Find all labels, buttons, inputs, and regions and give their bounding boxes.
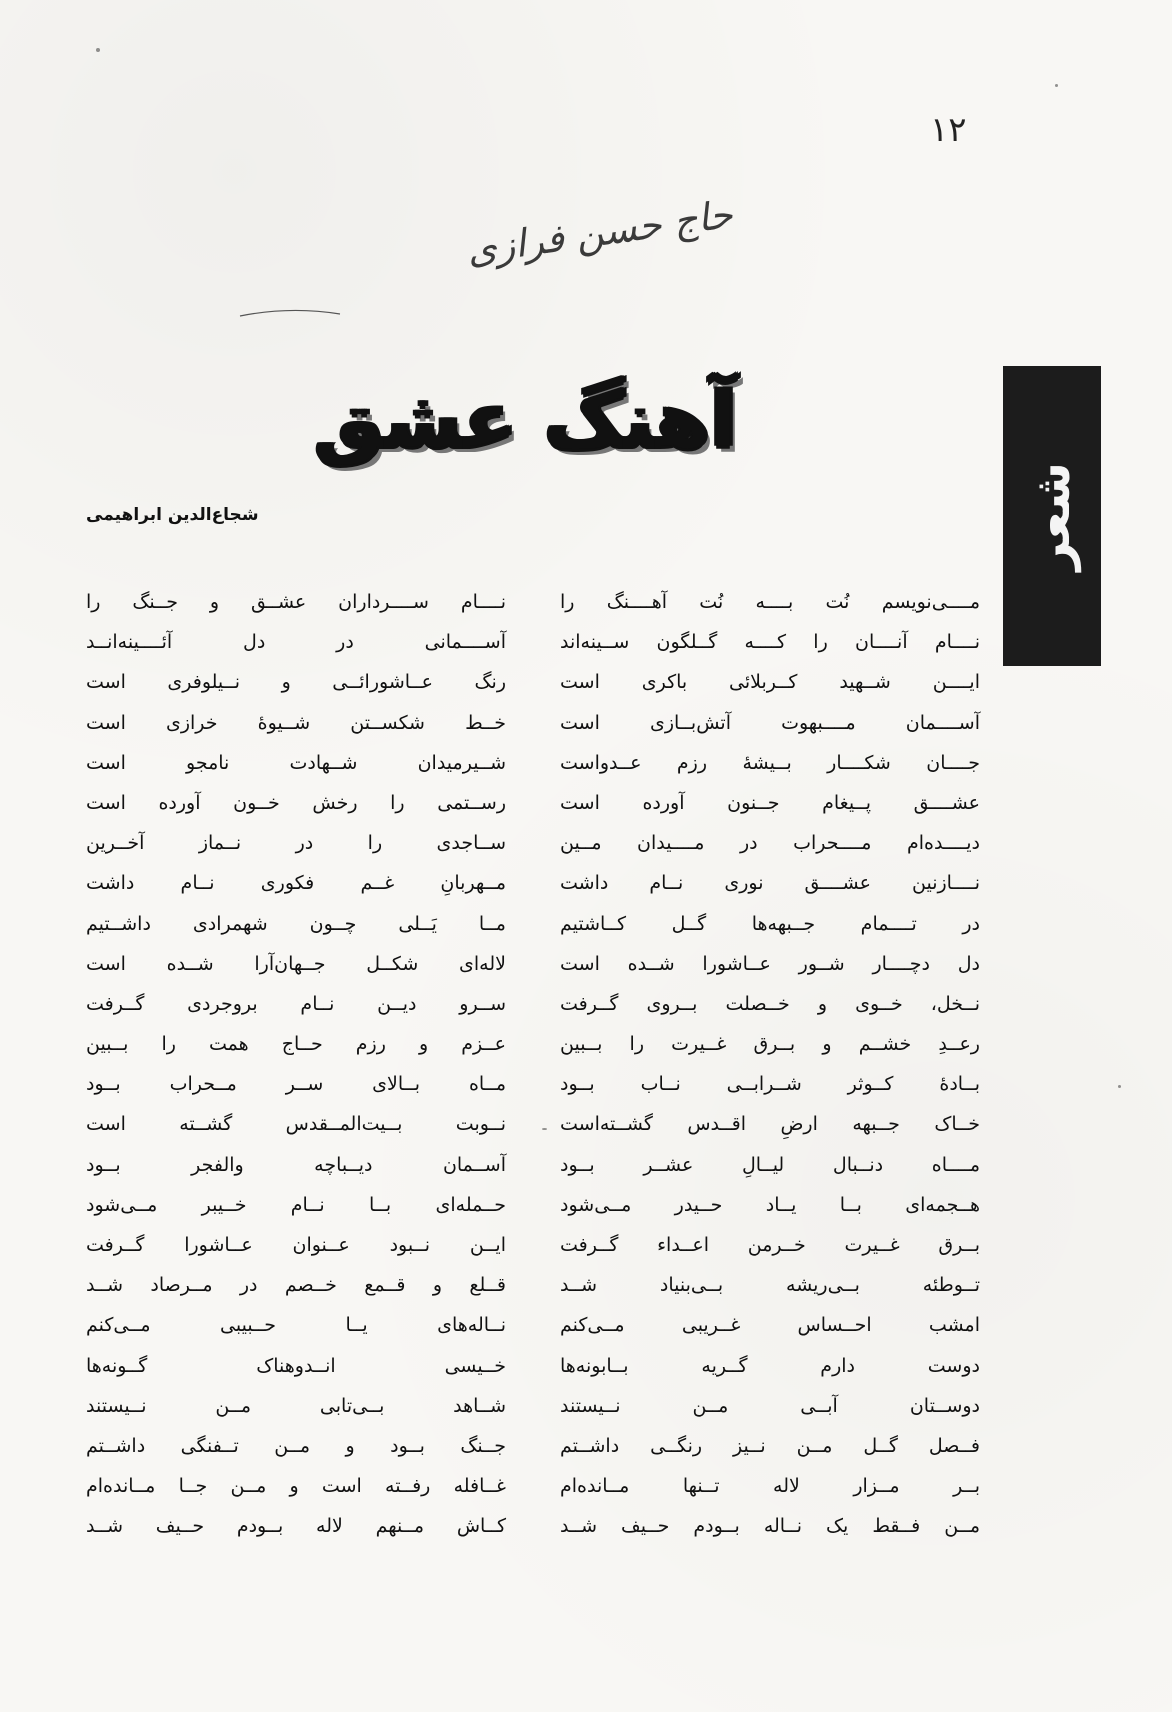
verse-line: مــا یَــلی چــون شهمرادی داشــتیم	[86, 912, 506, 935]
verse-line: دیــــده‌ام مــــحراب در مــــیدان مــین	[560, 832, 980, 855]
verse-line: کــاش مــنهم لاله بــودم حــیف شــد	[86, 1515, 506, 1538]
verse-line: آســــمانی در دل آئــــینه‌انــد	[86, 631, 506, 654]
verse-line: بــادهٔ کــوثر شــرابــی نــاب بــود	[560, 1073, 980, 1096]
verse-line: هــجمه‌ای بــا یــاد حــیدر مــی‌شود	[560, 1193, 980, 1216]
verse-line: بــر مــزار لاله تــنها مــانده‌ام	[560, 1475, 980, 1498]
verse-line: تــوطئه بــی‌ریشه بــی‌بنیاد شــد	[560, 1274, 980, 1297]
scan-speck	[1055, 84, 1058, 87]
verse-line: جــــان شکــــار بــیشهٔ رزم عــدواست	[560, 751, 980, 774]
verse-line: قــلع و قــمع خــصم در مــرصاد شــد	[86, 1274, 506, 1297]
verse-line: بــرق غــیرت خــرمن اعــداء گــرفت	[560, 1234, 980, 1256]
verse-line: ایــــن شــهید کــربلائی باکری است	[560, 671, 980, 694]
verse-line: مــاه بــالای ســر مــحراب بــود	[86, 1073, 506, 1096]
page-number: ۱۲	[930, 110, 967, 150]
section-tab	[1003, 366, 1101, 666]
verse-line: آســــمان مــــبهوت آتش‌بــازی است	[560, 711, 980, 734]
section-tab-label: شعر	[1023, 461, 1081, 571]
poem-column-right	[560, 582, 980, 1547]
scan-speck	[542, 1128, 547, 1130]
verse-line: فــصل گــل مــن نــیز رنگــی داشــتم	[560, 1434, 980, 1457]
verse-line: خــیسی انــدوهناک گــونه‌ها	[86, 1354, 506, 1377]
verse-line: مــهربانِ غــم فکوری نــام داشت	[86, 872, 506, 895]
verse-line: ســرو دیــن نــام بروجردی گــرفت	[86, 992, 506, 1015]
verse-line: مــــی‌نویسم نُت بــــه نُت آهــــنگ را	[560, 591, 980, 613]
verse-line: مــــاه دنــبال لیــالِ عشــر بــود	[560, 1153, 980, 1176]
verse-line: جــنگ بــود و مــن تــفنگی داشــتم	[86, 1434, 506, 1457]
title-container	[290, 360, 760, 480]
verse-line: رســتمی را رخش خــون آورده است	[86, 791, 506, 814]
verse-line: آســمان دیــباچه والفجر بــود	[86, 1153, 506, 1176]
verse-line: نــاله‌های یــا حــبیبی مــی‌کنم	[86, 1314, 506, 1337]
verse-line: خــاک جــبهه ارضِ اقــدس گشــته‌است	[560, 1113, 980, 1136]
verse-line: در تــــمام جــبهه‌ها گــل کــاشتیم	[560, 912, 980, 935]
verse-line: نــوبت بــیت‌المــقدس گشــته است	[86, 1113, 506, 1136]
verse-line: شــیرمیدان شــهادت نامجو است	[86, 751, 506, 774]
verse-line: نــخل، خــوی و خــصلت بــروی گــرفت	[560, 992, 980, 1015]
verse-line: عشــــق پــیغام جــنون آورده است	[560, 791, 980, 814]
verse-line: مــن فــقط یک نــاله بــودم حــیف شــد	[560, 1515, 980, 1538]
verse-line: امشب احــساس غــریبی مــی‌کنم	[560, 1314, 980, 1337]
verse-line: نــــام آنــــان را کــــه گــلگون ســینه‌اند	[560, 631, 980, 654]
verse-line: شــاهد بــی‌تابی مــن نــیستند	[86, 1394, 506, 1417]
verse-line: لاله‌ای شکــل جــهان‌آرا شــده است	[86, 952, 506, 975]
verse-line: نــــازنین عشــــق نوری نــام داشت	[560, 872, 980, 895]
verse-line: دل دچــــار شــور عــاشورا شــده است	[560, 952, 980, 975]
verse-line: رنگ عــاشورائــی و نــیلوفری است	[86, 671, 506, 694]
verse-line: دوســتان آبــی مــن نــیستند	[560, 1394, 980, 1417]
svg-text:حاج حسن فرازی: حاج حسن فرازی	[463, 191, 736, 273]
handwritten-signature	[200, 191, 736, 328]
verse-line: ایــن نــبود عــنوان عــاشورا گــرفت	[86, 1234, 506, 1256]
author-name: شجاع‌الدین ابراهیمی	[86, 505, 259, 525]
poem-column-left	[86, 582, 506, 1547]
verse-line: عــزم و رزم حــاج همت را بــبین	[86, 1033, 506, 1056]
scan-speck	[1118, 1085, 1121, 1088]
verse-line: ســاجدی را در نــماز آخــرین	[86, 832, 506, 855]
verse-line: دوست دارم گــریه بــابونه‌ها	[560, 1354, 980, 1377]
verse-line: حــمله‌ای بــا نــام خــیبر مــی‌شود	[86, 1193, 506, 1216]
verse-line: رعــدِ خشــم و بــرق غــیرت را بــبین	[560, 1033, 980, 1056]
scan-speck	[96, 48, 100, 52]
verse-line: نــــام ســــرداران عشــق و جــنگ را	[86, 591, 506, 613]
verse-line: خــط شکســتن شــیوهٔ خرازی است	[86, 711, 506, 734]
verse-line: غــافله رفــته است و مــن جــا مــانده‌ام	[86, 1475, 506, 1498]
poem-title: آهنگ عشق	[313, 375, 737, 465]
